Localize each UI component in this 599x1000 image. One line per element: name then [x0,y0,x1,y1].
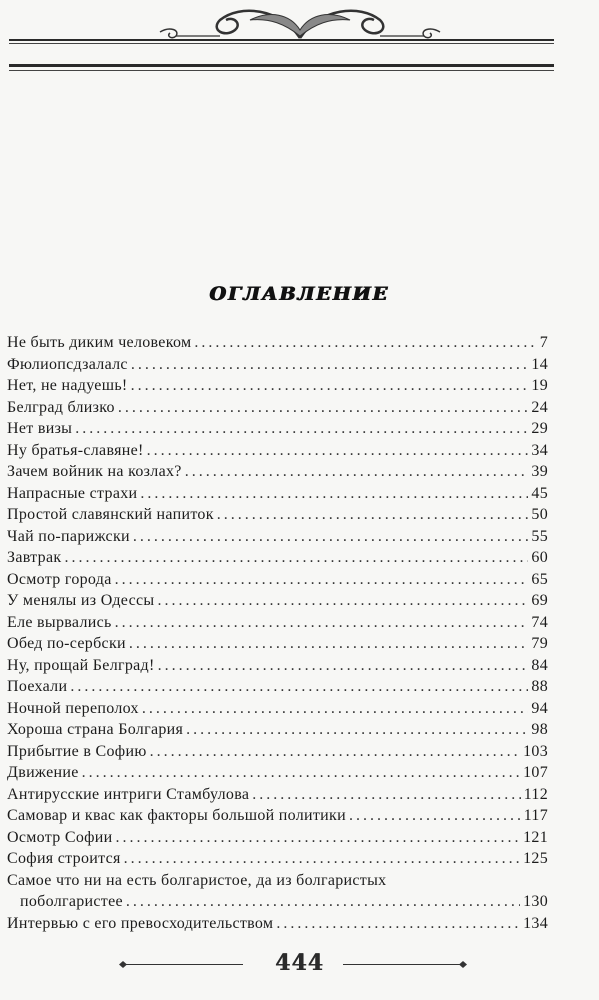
toc-entry [7,784,548,806]
toc-leader-dots [276,913,520,935]
toc-entry-page: 7 [539,334,548,351]
toc-entry [7,762,548,784]
toc-entry [7,676,548,698]
toc-entry-page: 14 [531,355,548,373]
toc-entry-page: 79 [531,635,548,652]
toc-entry-title: Хороша страна Болгария [7,721,184,738]
toc-entry-title: Движение [7,764,79,781]
toc-entry-title: Нет визы [7,420,73,437]
toc-entry-title: Осмотр Софии [7,828,113,846]
toc-entry-page: 45 [531,484,548,502]
toc-leader-dots [118,397,529,419]
toc-leader-dots [70,676,528,698]
toc-leader-dots [75,418,528,440]
toc-entry [7,569,548,591]
toc-entry-page: 125 [523,850,548,867]
toc-entry-page: 74 [531,613,548,631]
toc-leader-dots [140,483,528,505]
toc-entry-page: 29 [531,420,548,437]
table-of-contents [7,332,548,934]
toc-entry-title: Напрасные страхи [7,484,138,502]
toc-entry [7,461,548,483]
toc-entry [7,719,548,741]
toc-entry [7,483,548,505]
toc-leader-dots [185,461,529,483]
toc-entry-page: 130 [523,893,548,910]
toc-entry-title: поболгаристее [20,893,123,910]
toc-leader-dots [131,375,529,397]
toc-entry [7,891,548,913]
toc-entry-title: У менялы из Одессы [7,592,155,609]
toc-entry-title: София строится [7,850,121,867]
toc-entry-page: 65 [531,570,548,588]
toc-entry-title: Обед по-сербски [7,635,126,652]
toc-entry-page: 69 [531,592,548,609]
toc-entry-page: 19 [531,377,548,394]
toc-leader-dots [115,569,529,591]
toc-entry-page: 103 [523,742,548,760]
toc-entry-title: Антирусские интриги Стамбулова [7,785,250,803]
toc-leader-dots [194,332,536,354]
toc-leader-dots [158,655,529,677]
toc-entry-title: Белград близко [7,398,115,416]
toc-entry [7,526,548,548]
toc-entry [7,827,548,849]
toc-entry [7,913,548,935]
header-rule [9,70,554,71]
toc-entry [7,375,548,397]
toc-entry-title: Простой славянский напиток [7,506,214,523]
toc-entry [7,547,548,569]
toc-entry-title: Не быть диким человеком [7,334,192,351]
toc-leader-dots [126,891,520,913]
toc-entry-page: 55 [531,527,548,545]
toc-entry-title: Самовар и квас как факторы большой политики [7,807,346,824]
toc-entry-title: Интервью с его превосходительством [7,914,274,932]
header-rule [9,64,554,67]
toc-entry-page: 134 [523,914,548,932]
toc-entry-title: Еле вырвались [7,613,112,631]
toc-entry-title: Нет, не надуешь! [7,377,128,394]
toc-entry-page: 39 [531,463,548,480]
header-rule [9,39,554,41]
toc-entry-page: 34 [531,441,548,459]
toc-entry-page: 112 [523,785,548,803]
toc-entry-page: 121 [523,828,548,846]
toc-entry-title: Осмотр города [7,570,112,588]
toc-leader-dots [64,547,528,569]
toc-entry [7,590,548,612]
toc-entry-title-line: Самое что ни на есть болгаристое, да из болгаристых [7,871,387,889]
toc-entry-page: 84 [531,656,548,674]
toc-leader-dots [150,741,521,763]
toc-leader-dots [252,784,520,806]
toc-entry [7,397,548,419]
toc-heading: ОГЛАВЛЕНИЕ [209,283,390,305]
toc-entry [7,440,548,462]
toc-entry-page: 24 [531,398,548,416]
toc-leader-dots [217,504,529,526]
toc-entry-title: Ну, прощай Белград! [7,656,155,674]
toc-entry-page: 107 [523,764,548,781]
toc-leader-dots [349,805,521,827]
toc-leader-dots [116,827,521,849]
toc-entry-page: 50 [531,506,548,523]
toc-leader-dots [147,440,529,462]
toc-entry-page: 60 [531,549,548,566]
toc-entry [7,354,548,376]
toc-leader-dots [129,633,529,655]
toc-entry-title: Ну братья-славяне! [7,441,144,459]
toc-entry [7,698,548,720]
toc-entry [7,612,548,634]
toc-entry [7,504,548,526]
page-number: 444 [275,950,324,976]
header-rule [9,43,554,44]
toc-entry-title: Зачем войник на козлах? [7,463,182,480]
toc-leader-dots [186,719,528,741]
toc-entry [7,848,548,870]
toc-entry [7,741,548,763]
toc-leader-dots [82,762,520,784]
toc-entry-page: 88 [531,678,548,695]
toc-entry-title: Фюлиопсдзалалс [7,355,128,373]
toc-entry [7,633,548,655]
toc-leader-dots [142,698,529,720]
toc-leader-dots [115,612,529,634]
toc-entry [7,805,548,827]
toc-entry [7,655,548,677]
toc-entry-title: Ночной переполох [7,699,139,717]
toc-leader-dots [131,354,529,376]
toc-leader-dots [133,526,529,548]
toc-entry-title: Чай по-парижски [7,527,130,545]
toc-entry-title: Поехали [7,678,68,695]
toc-entry-page: 117 [523,807,548,824]
toc-leader-dots [157,590,528,612]
toc-entry-page: 98 [531,721,548,738]
page-footer [0,950,599,980]
toc-entry-page: 94 [531,699,548,717]
toc-entry [7,332,548,354]
toc-entry-title: Прибытие в Софию [7,742,147,760]
toc-leader-dots [124,848,520,870]
toc-entry [7,418,548,440]
toc-entry-title: Завтрак [7,549,62,566]
header-ornament [130,0,470,40]
